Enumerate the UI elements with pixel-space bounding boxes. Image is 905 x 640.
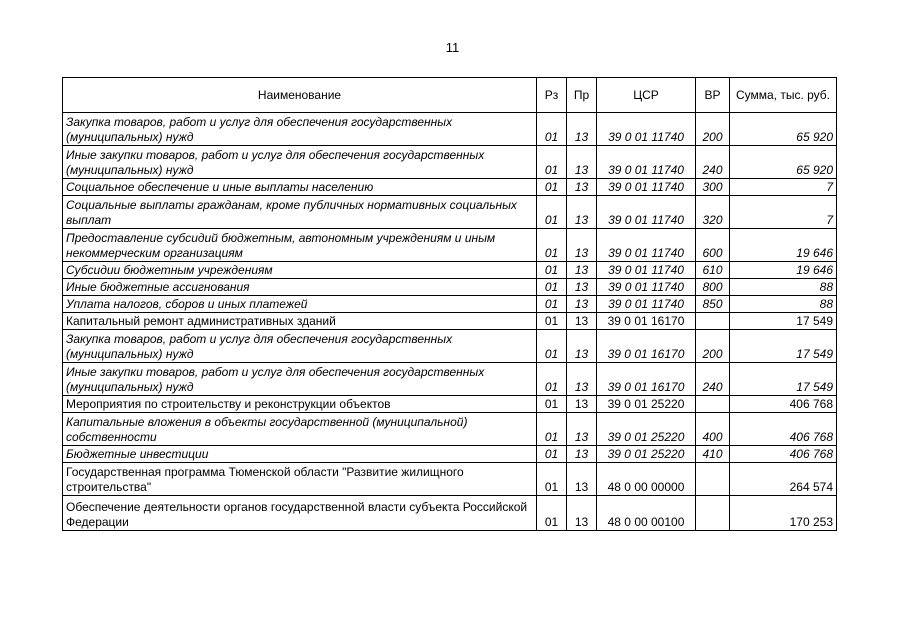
- cell-pr: 13: [567, 179, 597, 196]
- cell-csr: 39 0 01 11740: [597, 296, 696, 313]
- cell-pr: 13: [567, 279, 597, 296]
- cell-name: Иные закупки товаров, работ и услуг для обеспечения государственных (муниципальных) нужд: [63, 146, 537, 179]
- cell-sum: 406 768: [730, 446, 837, 463]
- cell-pr: 13: [567, 496, 597, 531]
- table-row: [63, 330, 837, 363]
- cell-pr: 13: [567, 146, 597, 179]
- cell-sum: 17 549: [730, 363, 837, 396]
- cell-rz: 01: [537, 496, 567, 531]
- cell-vr: 300: [696, 179, 730, 196]
- cell-vr: 320: [696, 196, 730, 229]
- cell-vr: 600: [696, 229, 730, 262]
- cell-name: Уплата налогов, сборов и иных платежей: [63, 296, 537, 313]
- cell-rz: 01: [537, 196, 567, 229]
- cell-vr: 200: [696, 330, 730, 363]
- table-row: [63, 279, 837, 296]
- cell-sum: 17 549: [730, 313, 837, 330]
- cell-csr: 39 0 01 11740: [597, 113, 696, 146]
- cell-vr: [696, 313, 730, 330]
- cell-vr: 400: [696, 413, 730, 446]
- table-row: [63, 262, 837, 279]
- cell-rz: 01: [537, 279, 567, 296]
- cell-rz: 01: [537, 146, 567, 179]
- header-vr: ВР: [696, 78, 730, 113]
- cell-name: Капитальные вложения в объекты государственной (муниципальной) собственности: [63, 413, 537, 446]
- cell-vr: [696, 396, 730, 413]
- cell-vr: 240: [696, 363, 730, 396]
- table-body: [63, 113, 837, 531]
- cell-name: Закупка товаров, работ и услуг для обеспечения государственных (муниципальных) нужд: [63, 330, 537, 363]
- cell-rz: 01: [537, 296, 567, 313]
- cell-pr: 13: [567, 413, 597, 446]
- cell-rz: 01: [537, 179, 567, 196]
- cell-name: Мероприятия по строительству и реконструкции объектов: [63, 396, 537, 413]
- cell-name: Иные бюджетные ассигнования: [63, 279, 537, 296]
- cell-pr: 13: [567, 113, 597, 146]
- table-row: [63, 113, 837, 146]
- cell-csr: 39 0 01 11740: [597, 279, 696, 296]
- cell-pr: 13: [567, 262, 597, 279]
- cell-sum: 88: [730, 279, 837, 296]
- cell-rz: 01: [537, 363, 567, 396]
- header-pr: Пр: [567, 78, 597, 113]
- cell-rz: 01: [537, 330, 567, 363]
- cell-csr: 39 0 01 11740: [597, 262, 696, 279]
- cell-pr: 13: [567, 396, 597, 413]
- cell-rz: 01: [537, 262, 567, 279]
- table-row: [63, 463, 837, 496]
- cell-name: Капитальный ремонт административных зданий: [63, 313, 537, 330]
- cell-sum: 406 768: [730, 413, 837, 446]
- cell-sum: 7: [730, 196, 837, 229]
- cell-vr: [696, 496, 730, 531]
- cell-pr: 13: [567, 363, 597, 396]
- cell-rz: 01: [537, 313, 567, 330]
- cell-csr: 39 0 01 25220: [597, 413, 696, 446]
- table-row: [63, 496, 837, 531]
- cell-rz: 01: [537, 113, 567, 146]
- cell-sum: 19 646: [730, 262, 837, 279]
- cell-csr: 39 0 01 25220: [597, 396, 696, 413]
- budget-table: [62, 77, 837, 531]
- cell-pr: 13: [567, 446, 597, 463]
- table-header-row: [63, 78, 837, 113]
- cell-pr: 13: [567, 196, 597, 229]
- cell-pr: 13: [567, 330, 597, 363]
- cell-rz: 01: [537, 413, 567, 446]
- table-row: [63, 179, 837, 196]
- cell-name: Закупка товаров, работ и услуг для обеспечения государственных (муниципальных) нужд: [63, 113, 537, 146]
- cell-pr: 13: [567, 296, 597, 313]
- cell-sum: 406 768: [730, 396, 837, 413]
- cell-name: Субсидии бюджетным учреждениям: [63, 262, 537, 279]
- cell-rz: 01: [537, 463, 567, 496]
- cell-name: Бюджетные инвестиции: [63, 446, 537, 463]
- cell-csr: 48 0 00 00000: [597, 463, 696, 496]
- table-row: [63, 146, 837, 179]
- page-number: 11: [445, 40, 460, 55]
- header-name: Наименование: [63, 78, 537, 113]
- cell-sum: 65 920: [730, 113, 837, 146]
- cell-csr: 39 0 01 16170: [597, 363, 696, 396]
- cell-vr: 610: [696, 262, 730, 279]
- cell-vr: 850: [696, 296, 730, 313]
- cell-name: Социальное обеспечение и иные выплаты населению: [63, 179, 537, 196]
- cell-rz: 01: [537, 446, 567, 463]
- cell-sum: 19 646: [730, 229, 837, 262]
- cell-name: Предоставление субсидий бюджетным, автономным учреждениям и иным некоммерческим организациям: [63, 229, 537, 262]
- table-row: [63, 296, 837, 313]
- cell-csr: 39 0 01 11740: [597, 196, 696, 229]
- cell-pr: 13: [567, 313, 597, 330]
- cell-sum: 17 549: [730, 330, 837, 363]
- header-csr: ЦСР: [597, 78, 696, 113]
- cell-pr: 13: [567, 463, 597, 496]
- cell-csr: 39 0 01 25220: [597, 446, 696, 463]
- table-row: [63, 313, 837, 330]
- cell-csr: 39 0 01 11740: [597, 229, 696, 262]
- cell-name: Государственная программа Тюменской области "Развитие жилищного строительства": [63, 463, 537, 496]
- table-row: [63, 396, 837, 413]
- cell-vr: [696, 463, 730, 496]
- cell-sum: 65 920: [730, 146, 837, 179]
- cell-csr: 48 0 00 00100: [597, 496, 696, 531]
- cell-vr: 800: [696, 279, 730, 296]
- cell-csr: 39 0 01 11740: [597, 179, 696, 196]
- cell-name: Обеспечение деятельности органов государственной власти субъекта Российской Федерации: [63, 496, 537, 531]
- cell-vr: 410: [696, 446, 730, 463]
- table-row: [63, 446, 837, 463]
- table-row: [63, 196, 837, 229]
- cell-rz: 01: [537, 396, 567, 413]
- cell-sum: 88: [730, 296, 837, 313]
- table-row: [63, 229, 837, 262]
- table-row: [63, 363, 837, 396]
- cell-vr: 240: [696, 146, 730, 179]
- cell-csr: 39 0 01 16170: [597, 330, 696, 363]
- cell-csr: 39 0 01 16170: [597, 313, 696, 330]
- table-row: [63, 413, 837, 446]
- header-rz: Рз: [537, 78, 567, 113]
- cell-csr: 39 0 01 11740: [597, 146, 696, 179]
- cell-name: Иные закупки товаров, работ и услуг для обеспечения государственных (муниципальных) нужд: [63, 363, 537, 396]
- header-sum: Сумма, тыс. руб.: [730, 78, 837, 113]
- cell-name: Социальные выплаты гражданам, кроме публичных нормативных социальных выплат: [63, 196, 537, 229]
- cell-rz: 01: [537, 229, 567, 262]
- cell-sum: 7: [730, 179, 837, 196]
- cell-pr: 13: [567, 229, 597, 262]
- cell-sum: 264 574: [730, 463, 837, 496]
- cell-sum: 170 253: [730, 496, 837, 531]
- cell-vr: 200: [696, 113, 730, 146]
